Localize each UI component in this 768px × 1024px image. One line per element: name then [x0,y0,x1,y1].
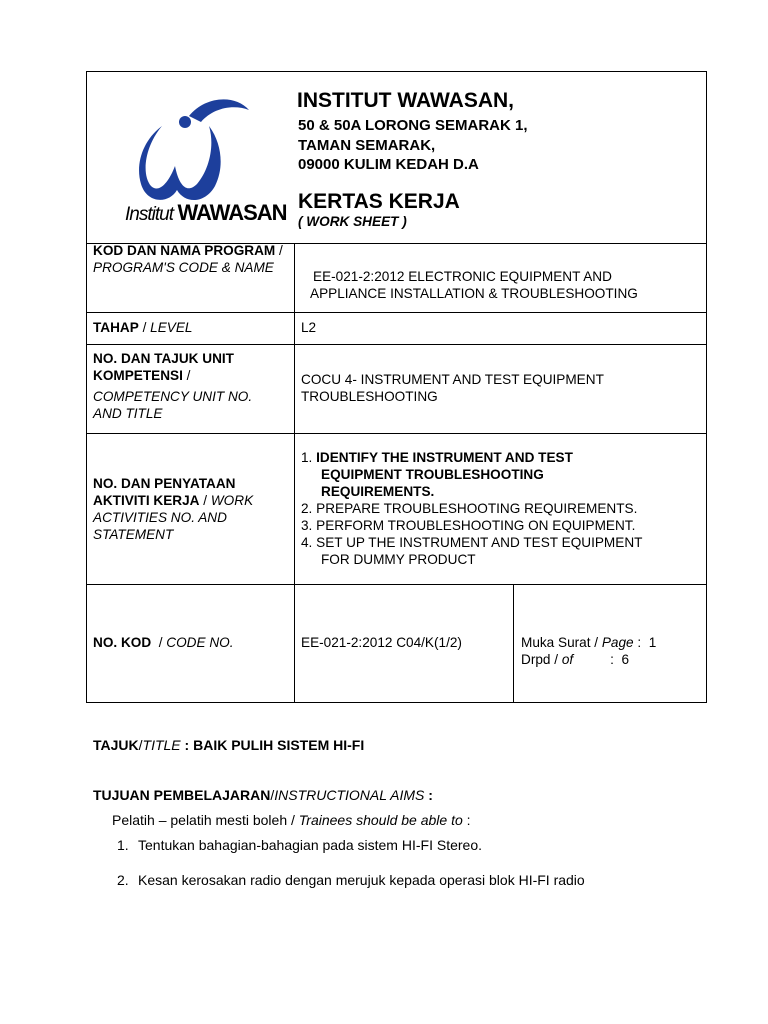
address-line: 09000 KULIM KEDAH D.A [298,156,479,173]
activity-number: 2. [301,501,313,516]
aim-text: Kesan kerosakan radio dengan merujuk kepada operasi blok HI-FI radio [138,872,585,888]
activity-label-en-line: ACTIVITIES NO. AND [93,510,227,525]
logo-text-wawasan: WAWASAN [177,200,287,225]
of-label: Drpd [521,652,551,667]
divider [87,344,706,345]
activity-item-cont [301,466,642,483]
activity-text: IDENTIFY THE INSTRUMENT AND TEST [316,450,573,465]
aim-text: Tentukan bahagian-bahagian pada sistem HI-FI Stereo. [138,837,482,853]
activity-label: NO. DAN PENYATAAN AKTIVITI KERJA / WORK ACTIVITIES NO. AND STATEMENT [93,475,288,543]
activity-label-line: AKTIVITI KERJA [93,493,200,508]
activity-text: PREPARE TROUBLESHOOTING REQUIREMENTS. [316,501,638,516]
divider [87,433,706,434]
divider [87,312,706,313]
activity-text: SET UP THE INSTRUMENT AND TEST EQUIPMENT [316,535,643,550]
activity-item-cont [301,551,642,568]
unit-value-line: COCU 4- INSTRUMENT AND TEST EQUIPMENT [301,372,604,387]
program-value [310,268,638,302]
program-label: KOD DAN NAMA PROGRAM / PROGRAM'S CODE & NAME [93,243,283,275]
aims-heading: TUJUAN PEMBELAJARAN/INSTRUCTIONAL AIMS : [93,787,433,803]
activity-item [301,517,642,534]
activity-list [301,449,642,568]
activity-text: PERFORM TROUBLESHOOTING ON EQUIPMENT. [316,518,636,533]
institute-logo [117,86,287,236]
program-value-line: EE-021-2:2012 ELECTRONIC EQUIPMENT AND [313,269,612,284]
unit-label-line: NO. DAN TAJUK UNIT [93,351,234,366]
activity-item-cont [301,483,642,500]
logo-text-institut: Institut [125,204,173,225]
activity-text: EQUIPMENT TROUBLESHOOTING [321,467,544,482]
level-value: L2 [301,320,317,335]
activity-label-line: NO. DAN PENYATAAN [93,476,236,491]
address-line: 50 & 50A LORONG SEMARAK 1, [298,117,528,134]
aims-intro-en: Trainees should be able to [298,812,463,828]
document-title-en: ( WORK SHEET ) [298,214,407,229]
page-line: Muka Surat / Page : 1 [521,635,657,650]
program-label-ms: KOD DAN NAMA PROGRAM [93,243,276,258]
activity-label-en-line: STATEMENT [93,527,174,542]
activity-item [301,449,642,466]
unit-label-line: KOMPETENSI [93,368,183,383]
aim-item [117,836,482,854]
aims-label: TUJUAN PEMBELAJARAN [93,787,271,803]
activity-text: FOR DUMMY PRODUCT [321,552,476,567]
code-label-ms: NO. KOD [93,635,152,650]
activity-item [301,534,642,551]
code-label-en: CODE NO. [166,635,234,650]
aims-intro: Pelatih – pelatih mesti boleh / Trainees should be able to : [112,812,471,828]
of-label-en: of [561,652,574,667]
page-label-en: Page [601,635,634,650]
worksheet-header-table [86,71,707,703]
divider [294,243,295,702]
divider [513,584,514,702]
aims-intro-ms: Pelatih – pelatih mesti boleh [112,812,288,828]
level-label-ms: TAHAP [93,320,139,335]
title-label: TAJUK [93,737,139,753]
total-pages: 6 [621,652,630,667]
divider [87,584,706,585]
institute-address [298,116,528,175]
aim-item [117,871,585,889]
worksheet-title: TAJUK/TITLE : BAIK PULIH SISTEM HI-FI [93,737,365,753]
page-total-line: Drpd / of : 6 [521,652,630,667]
aim-number: 1. [117,837,129,853]
unit-value [301,371,604,405]
aim-number: 2. [117,872,129,888]
page-label: Muka Surat [521,635,591,650]
document-title: KERTAS KERJA [298,190,460,213]
activity-text: REQUIREMENTS. [321,484,435,499]
activity-number: 3. [301,518,313,533]
code-value: EE-021-2:2012 C04/K(1/2) [301,635,462,650]
program-value-line: APPLIANCE INSTALLATION & TROUBLESHOOTING [310,286,638,301]
title-label-en: TITLE [142,737,181,753]
logo-wordmark [125,200,287,226]
unit-label-en-line: COMPETENCY UNIT NO. [93,389,253,404]
activity-number: 1. [301,450,313,465]
title-value: BAIK PULIH SISTEM HI-FI [193,737,365,753]
code-label: NO. KOD / CODE NO. [93,635,234,650]
activity-label-en: WORK [210,493,254,508]
page-info [521,634,656,668]
unit-label-en-line: AND TITLE [93,406,163,421]
aims-label-en: INSTRUCTIONAL AIMS [274,787,425,803]
program-label-en: PROGRAM'S CODE & NAME [93,259,274,275]
institute-name: INSTITUT WAWASAN, [297,89,514,112]
unit-value-line: TROUBLESHOOTING [301,389,438,404]
level-label: TAHAP / LEVEL [93,320,193,335]
unit-label: NO. DAN TAJUK UNIT KOMPETENSI / COMPETENCY UNIT NO. AND TITLE [93,350,288,422]
activity-item [301,500,642,517]
level-label-en: LEVEL [150,320,193,335]
activity-number: 4. [301,535,313,550]
page-number: 1 [648,635,657,650]
address-line: TAMAN SEMARAK, [298,136,436,154]
